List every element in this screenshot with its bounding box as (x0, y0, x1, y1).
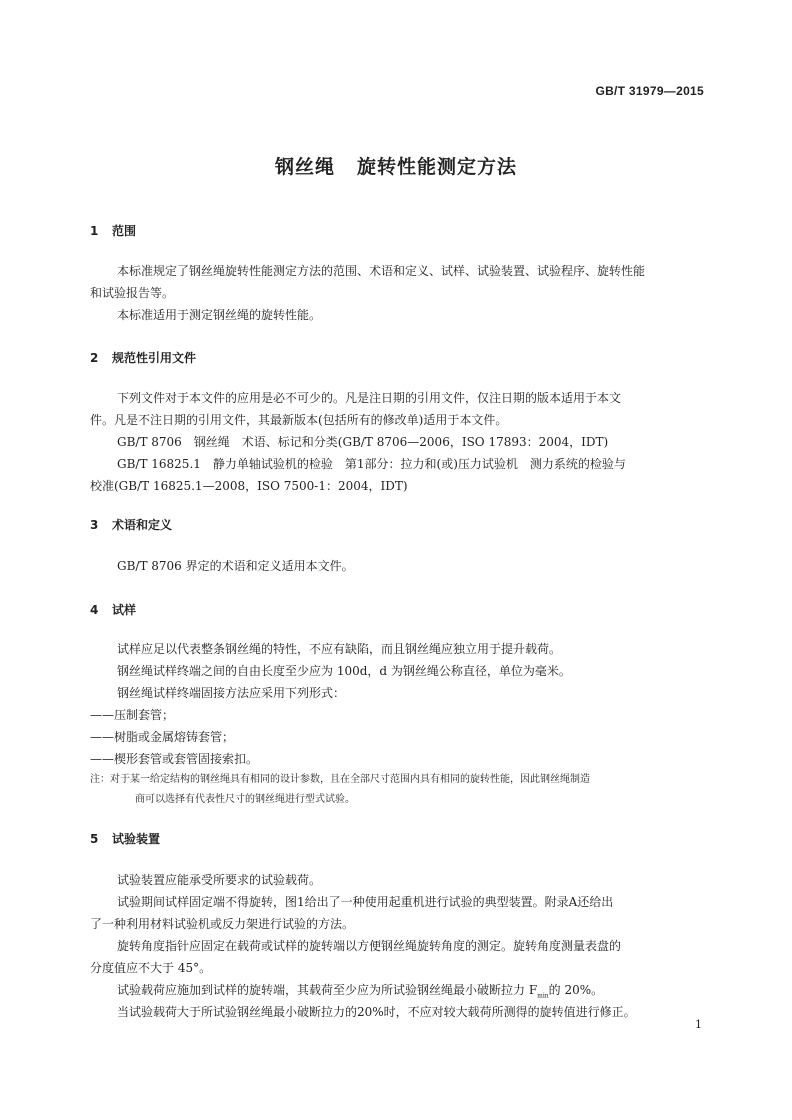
paragraph: 本标准规定了钢丝绳旋转性能测定方法的范围、术语和定义、试样、试验装置、试验程序、旋转性能 (117, 264, 646, 278)
section-3-heading (90, 516, 172, 533)
standard-number: GB/T 31979—2015 (595, 84, 704, 98)
section-4-heading (90, 601, 136, 618)
paragraph: 了一种利用材料试验机或反力架进行试验的方法。 (90, 917, 355, 931)
paragraph: 钢丝绳试样终端之间的自由长度至少应为 100d，d 为钢丝绳公称直径，单位为毫米。 (117, 664, 571, 678)
section-5-heading (90, 830, 160, 847)
section-title: 范围 (112, 224, 137, 238)
text-run: 的 20%。 (548, 983, 604, 997)
section-number: 5 (90, 832, 99, 846)
paragraph: 当试验载荷大于所试验钢丝绳最小破断拉力的20%时，不应对较大载荷所测得的旋转值进行修正。 (117, 1005, 636, 1019)
section-number: 3 (90, 518, 99, 532)
section-2-heading (90, 349, 196, 366)
title-part-1: 钢丝绳 (274, 156, 335, 178)
paragraph: 试验装置应能承受所要求的试验载荷。 (117, 873, 322, 887)
list-item: ——树脂或金属熔铸套管； (90, 730, 235, 744)
reference-item: GB/T 8706 钢丝绳 术语、标记和分类(GB/T 8706—2006，ISO 17893：2004，IDT) (117, 435, 609, 449)
paragraph: 本标准适用于测定钢丝绳的旋转性能。 (117, 308, 322, 322)
title-part-2: 旋转性能测定方法 (357, 156, 518, 178)
paragraph: 和试验报告等。 (90, 286, 175, 300)
paragraph: 钢丝绳试样终端固接方法应采用下列形式： (117, 686, 346, 700)
list-item: ——压制套管； (90, 708, 175, 722)
paragraph: 下列文件对于本文件的应用是必不可少的。凡是注日期的引用文件，仅注日期的版本适用于本文 (117, 391, 622, 405)
section-title: 试验装置 (112, 832, 161, 846)
note: 商可以选择有代表性尺寸的钢丝绳进行型式试验。 (135, 794, 355, 805)
reference-item: GB/T 16825.1 静力单轴试验机的检验 第1部分：拉力和(或)压力试验机 测力系统的检验与 (117, 457, 626, 471)
paragraph: 旋转角度指针应固定在载荷或试样的旋转端以方便钢丝绳旋转角度的测定。旋转角度测量表盘的 (117, 939, 622, 953)
paragraph: 分度值应不大于 45°。 (90, 961, 212, 975)
section-number: 2 (90, 351, 99, 365)
section-title: 术语和定义 (112, 518, 173, 532)
subscript: min (537, 992, 549, 1000)
paragraph: 件。凡是不注日期的引用文件，其最新版本(包括所有的修改单)适用于本文件。 (90, 413, 508, 427)
list-item: ——楔形套管或套管固接索扣。 (90, 752, 259, 766)
page-number: 1 (695, 1018, 702, 1031)
section-title: 规范性引用文件 (112, 351, 197, 365)
reference-item: 校准(GB/T 16825.1—2008，ISO 7500-1：2004，IDT) (90, 479, 408, 493)
section-title: 试样 (112, 603, 137, 617)
note: 注：对于某一给定结构的钢丝绳具有相同的设计参数，且在全部尺寸范围内具有相同的旋转性能，因此钢丝绳制造 (90, 774, 590, 785)
section-1-heading (90, 222, 136, 239)
paragraph: 试样应足以代表整条钢丝绳的特性，不应有缺陷，而且钢丝绳应独立用于提升载荷。 (117, 642, 562, 656)
section-number: 1 (90, 224, 99, 238)
paragraph: GB/T 8706 界定的术语和定义适用本文件。 (117, 559, 354, 573)
section-number: 4 (90, 603, 99, 617)
paragraph: 试验期间试样固定端不得旋转，图1给出了一种使用起重机进行试验的典型装置。附录A还给出 (117, 895, 614, 909)
document-title (0, 152, 792, 179)
text-run: 试验载荷应施加到试样的旋转端，其载荷至少应为所试验钢丝绳最小破断拉力 F (117, 983, 538, 997)
